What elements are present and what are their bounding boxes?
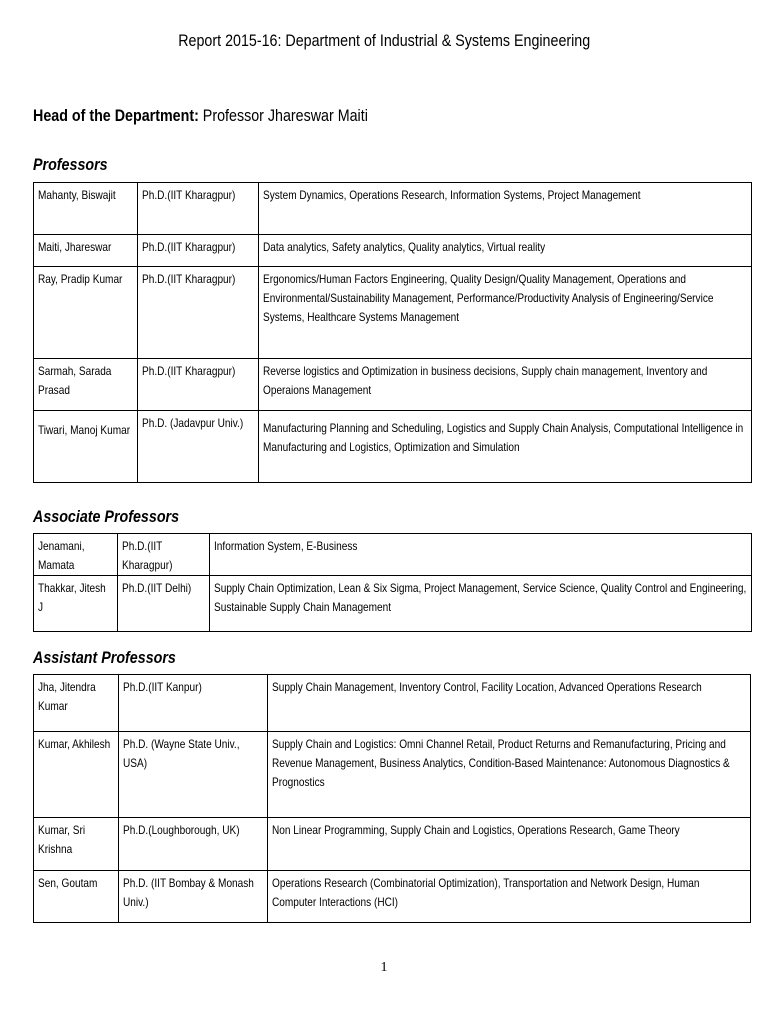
faculty-degree: Ph.D.(Loughborough, UK) [119, 818, 268, 871]
faculty-interests: Supply Chain Optimization, Lean & Six Sigma, Project Management, Service Science, Quality Control and Engineering, Sustainable Supply Chain Management [210, 576, 752, 632]
faculty-name: Jha, Jitendra Kumar [34, 675, 119, 732]
report-title: Report 2015-16: Department of Industrial & Systems Engineering [178, 31, 590, 50]
assistant-professors-table [33, 674, 751, 923]
faculty-name: Sarmah, Sarada Prasad [34, 359, 138, 411]
table-row [34, 267, 752, 359]
faculty-name: Jenamani, Mamata [34, 534, 118, 576]
faculty-name: Kumar, Akhilesh [34, 732, 119, 818]
table-row [34, 818, 751, 871]
faculty-degree: Ph.D.(IIT Kharagpur) [138, 235, 259, 267]
head-of-department [33, 106, 432, 126]
faculty-name: Kumar, Sri Krishna [34, 818, 119, 871]
faculty-name: Thakkar, Jitesh J [34, 576, 118, 632]
faculty-interests: Data analytics, Safety analytics, Quality analytics, Virtual reality [259, 235, 752, 267]
faculty-name: Maiti, Jhareswar [34, 235, 138, 267]
table-row [34, 411, 752, 483]
section-title-professors: Professors [33, 155, 108, 174]
associate-professors-table [33, 533, 752, 632]
head-label: Head of the Department: [33, 106, 199, 125]
table-row [34, 534, 752, 576]
page-number: 1 [380, 960, 388, 975]
section-title-assistant-professors: Assistant Professors [33, 648, 176, 667]
faculty-degree: Ph.D.(IIT Kharagpur) [138, 183, 259, 235]
table-row [34, 675, 751, 732]
faculty-degree: Ph.D.(IIT Kanpur) [119, 675, 268, 732]
faculty-degree: Ph.D.(IIT Kharagpur) [138, 359, 259, 411]
faculty-interests: Supply Chain and Logistics: Omni Channel Retail, Product Returns and Remanufacturing, Pricing and Revenue Management, Business Analytics, Condition-Based Maintenance: Autonomous Diagnostics & Prognostics [268, 732, 751, 818]
table-row [34, 871, 751, 923]
faculty-name: Tiwari, Manoj Kumar [34, 411, 138, 483]
table-row [34, 732, 751, 818]
faculty-degree: Ph.D. (Jadavpur Univ.) [138, 411, 259, 483]
faculty-interests: Operations Research (Combinatorial Optimization), Transportation and Network Design, Human Computer Interactions (HCI) [268, 871, 751, 923]
faculty-degree: Ph.D.(IIT Delhi) [118, 576, 210, 632]
professors-table [33, 182, 752, 483]
faculty-interests: Manufacturing Planning and Scheduling, Logistics and Supply Chain Analysis, Computational Intelligence in Manufacturing and Logistics, Optimization and Simulation [259, 411, 752, 483]
faculty-degree: Ph.D. (IIT Bombay & Monash Univ.) [119, 871, 268, 923]
faculty-interests: Ergonomics/Human Factors Engineering, Quality Design/Quality Management, Operations and Environmental/Sustainability Management, Performance/Productivity Analysis of Engineering/Service Systems, Healthcare Systems Management [259, 267, 752, 359]
faculty-degree: Ph.D. (Wayne State Univ., USA) [119, 732, 268, 818]
faculty-interests: Supply Chain Management, Inventory Control, Facility Location, Advanced Operations Research [268, 675, 751, 732]
faculty-interests: Non Linear Programming, Supply Chain and Logistics, Operations Research, Game Theory [268, 818, 751, 871]
head-name: Professor Jhareswar Maiti [202, 106, 368, 125]
table-row [34, 183, 752, 235]
table-row [34, 359, 752, 411]
table-row [34, 576, 752, 632]
faculty-interests: Reverse logistics and Optimization in business decisions, Supply chain management, Inventory and Operaions Management [259, 359, 752, 411]
faculty-degree: Ph.D.(IIT Kharagpur) [118, 534, 210, 576]
faculty-interests: System Dynamics, Operations Research, Information Systems, Project Management [259, 183, 752, 235]
table-row [34, 235, 752, 267]
faculty-interests: Information System, E-Business [210, 534, 752, 576]
faculty-degree: Ph.D.(IIT Kharagpur) [138, 267, 259, 359]
faculty-name: Mahanty, Biswajit [34, 183, 138, 235]
faculty-name: Sen, Goutam [34, 871, 119, 923]
faculty-name: Ray, Pradip Kumar [34, 267, 138, 359]
section-title-associate-professors: Associate Professors [33, 507, 180, 526]
